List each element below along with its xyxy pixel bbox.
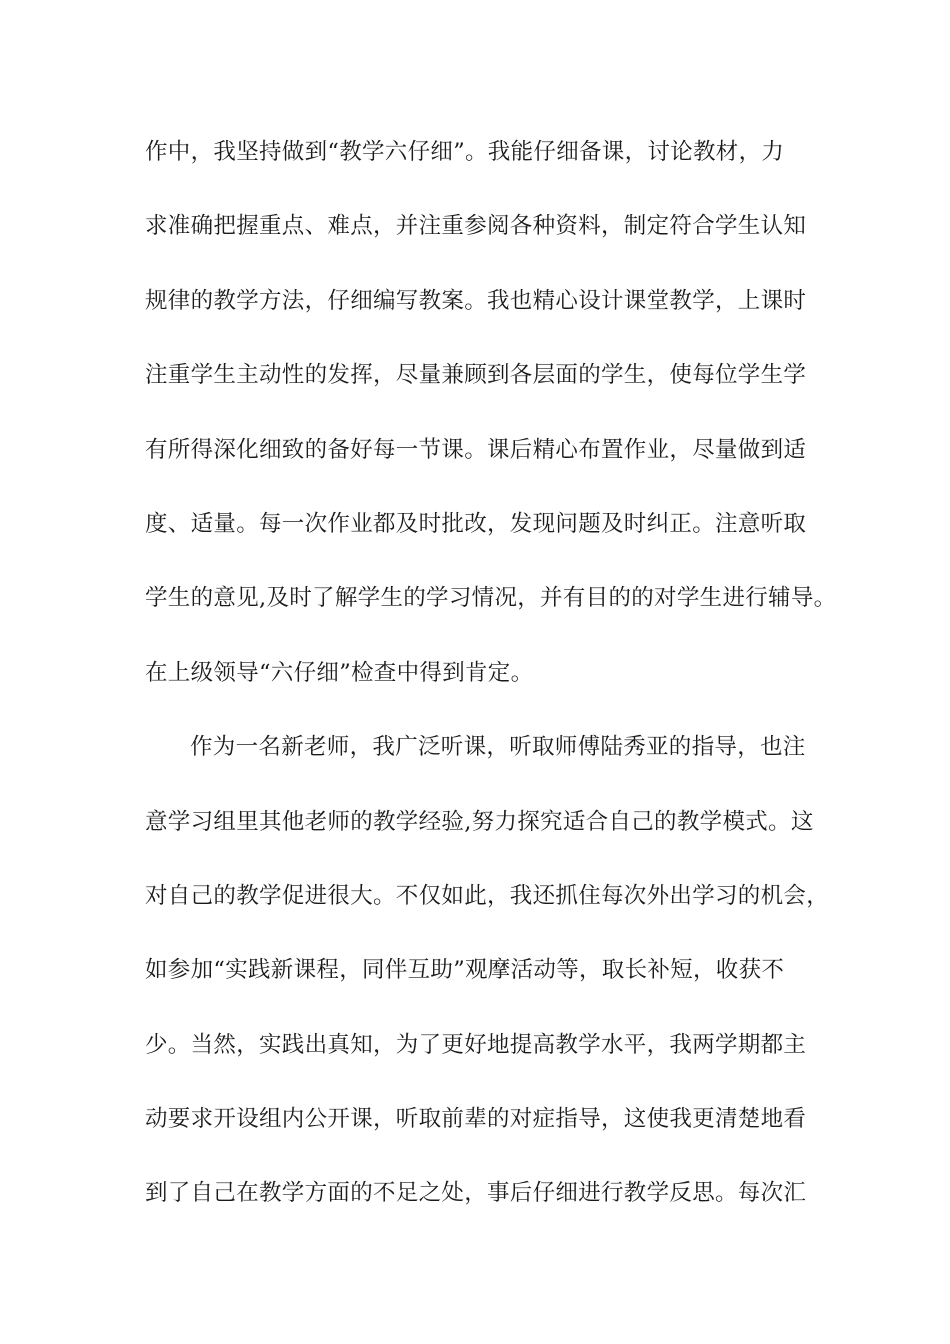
text-line: 少。当然，实践出真知，为了更好地提高教学水平，我两学期都主 [145, 1031, 807, 1058]
text-line: 学生的意见,及时了解学生的学习情况，并有目的的对学生进行辅导。 [145, 585, 837, 612]
body-text [145, 130, 837, 1246]
text-line: 如参加“实践新课程，同伴互助”观摩活动等，取长补短，收获不 [145, 957, 785, 984]
text-line: 注重学生主动性的发挥，尽量兼顾到各层面的学生，使每位学生学 [145, 362, 807, 389]
paragraph-start-line: 作为一名新老师，我广泛听课，听取师傅陆秀亚的指导，也注 [190, 734, 806, 761]
text-line: 作中，我坚持做到“教学六仔细”。我能仔细备课，讨论教材，力 [145, 139, 785, 165]
text-line: 规律的教学方法，仔细编写教案。我也精心设计课堂教学，上课时 [145, 287, 807, 314]
text-line: 求准确把握重点、难点，并注重参阅各种资料，制定符合学生认知 [145, 213, 807, 240]
text-line: 到了自己在教学方面的不足之处，事后仔细进行教学反思。每次汇 [145, 1180, 807, 1207]
text-line: 有所得深化细致的备好每一节课。课后精心布置作业，尽量做到适 [145, 436, 807, 463]
text-line: 度、适量。每一次作业都及时批改，发现问题及时纠正。注意听取 [145, 510, 807, 537]
text-line: 在上级领导“六仔细”检查中得到肯定。 [145, 659, 534, 686]
text-line: 对自己的教学促进很大。不仅如此，我还抓住每次外出学习的机会， [145, 882, 830, 909]
text-line: 意学习组里其他老师的教学经验,努力探究适合自己的教学模式。这 [145, 808, 814, 835]
text-line: 动要求开设组内公开课，听取前辈的对症指导，这使我更清楚地看 [145, 1106, 807, 1133]
